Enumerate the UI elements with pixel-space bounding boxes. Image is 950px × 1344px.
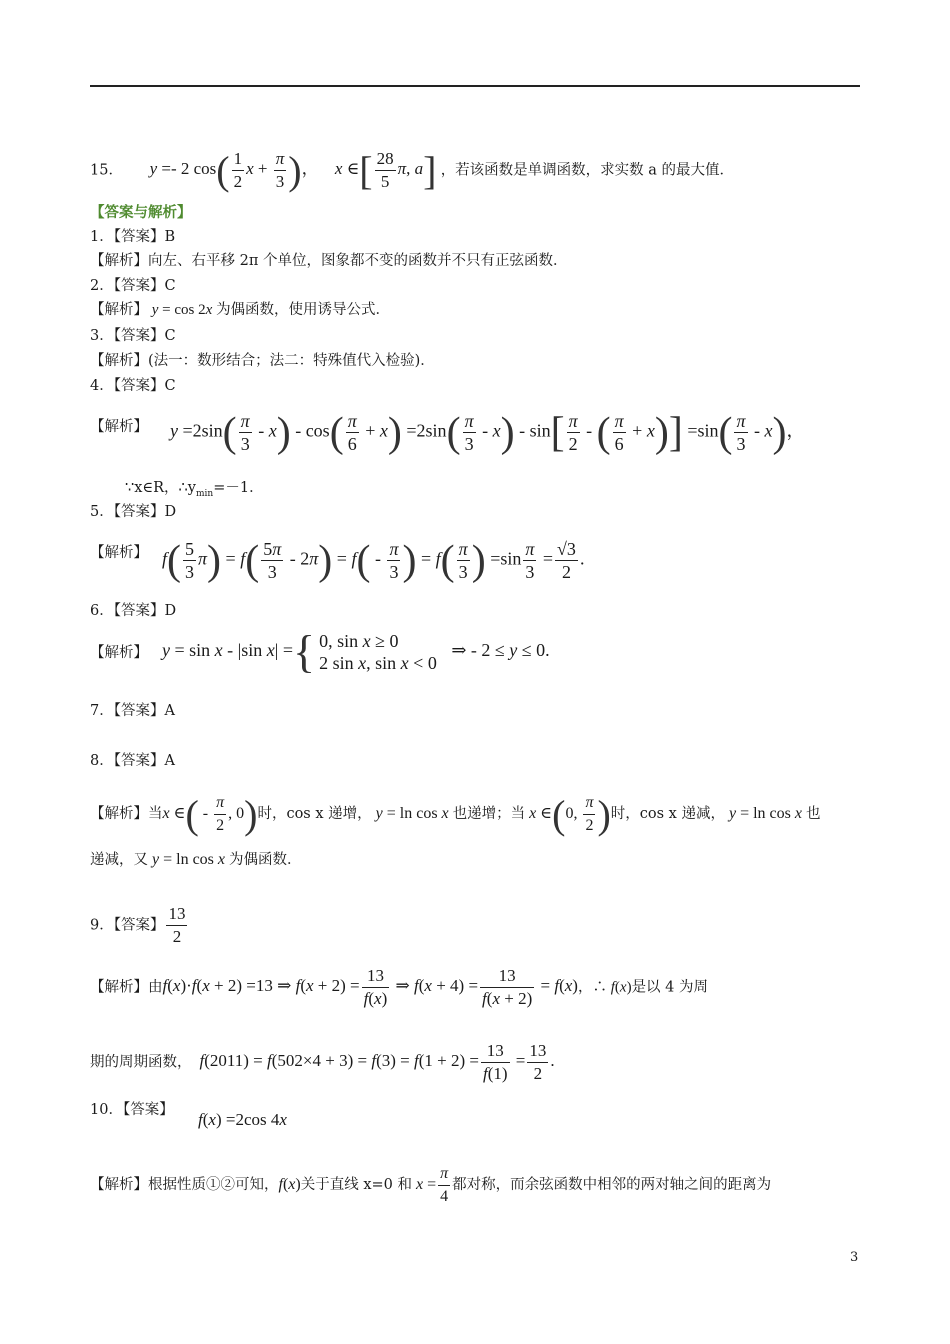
page-number: 3 xyxy=(850,1250,859,1265)
answer-10: 10．【答案】 xyxy=(90,1102,174,1118)
explanation-8-line2: 递减，又 y = ln cos x 为偶函数． xyxy=(90,851,302,868)
header-rule xyxy=(90,85,860,87)
explanation-6-label: 【解析】 xyxy=(90,645,148,661)
answer-9: 9．【答案】 $\frac{13}{2}$ xyxy=(90,904,186,946)
answer-2: 2．【答案】C xyxy=(90,278,176,294)
explanation-text: 为偶函数，使用诱导公式． xyxy=(216,302,391,318)
answer-3: 3．【答案】C xyxy=(90,328,176,344)
answer-7: 7．【答案】A xyxy=(90,703,175,719)
question-15 xyxy=(90,148,734,193)
math-formula: y =2sin( $\frac{\pi}{3}$ - x) - cos( $\frac{\pi}{6}$ + x) =2sin( $\frac{\pi}{3}$ - x) - sin[ $\frac{\pi}{2}$ - ( $\frac{\pi}{6}$ + x)] =sin( $\frac{\pi}{3}$ - x)， xyxy=(170,409,805,456)
math-formula: f( $\frac{5}{3}$ π) = f( $\frac{5\pi}{3}$ - 2π) = f( - $\frac{\pi}{3}$ ) = f( $\frac{\pi}{3}$ ) =sin $\frac{\pi}{3}$ = $\frac{√3}{2}$ . xyxy=(162,537,585,584)
answer-8: 8．【答案】A xyxy=(90,753,175,769)
explanation-2 xyxy=(90,300,390,320)
explanation-1: 【解析】向左、右平移 2π 个单位，图象都不变的函数并不只有正弦函数． xyxy=(90,253,568,269)
answer-4: 4．【答案】C xyxy=(90,378,176,394)
explanation-9-line1: 【解析】由f(x)·f(x + 2) =13 ⇒ f(x + 2) = $\frac{13}{f(x)}$ ⇒ f(x + 4) = $\frac{13}{f(x + 2)}$ = f(x)，∴ f(x)是以 4 为周 xyxy=(90,966,709,1008)
answer-6: 6．【答案】D xyxy=(90,603,177,619)
question-number: 15． xyxy=(90,162,123,179)
answer-1: 1．【答案】B xyxy=(90,229,176,245)
question-text: ，若该函数是单调函数，求实数 a 的最大值． xyxy=(440,162,735,179)
explanation-label: 【解析】 xyxy=(90,302,148,318)
answer-5: 5．【答案】D xyxy=(90,504,177,520)
explanation-8-line1: 【解析】当x ∈( - $\frac{\pi}{2}$ , 0)时，cos x 递增， y = ln cos x 也递增；当 x ∈(0, $\frac{\pi}{2}$ )时，cos x 递减， y = ln cos x 也 xyxy=(90,791,821,837)
answers-heading: 【答案与解析】 xyxy=(90,204,192,221)
explanation-3: 【解析】(法一：数形结合；法二：特殊值代入检验)． xyxy=(90,353,435,369)
explanation-10: 【解析】根据性质①②可知，f(x)关于直线 x=0 和 x = $\frac{\pi}{4}$ 都对称，而余弦函数中相邻的两对轴之间的距离为 xyxy=(90,1165,772,1205)
math-formula: y =- 2 cos( $\frac{1}{2}$ x + $\frac{\pi}{3}$ )， x ∈[ $\frac{28}{5}$ π, a] xyxy=(149,147,437,193)
explanation-4-tail: ∵x∈R，$\therefore y_{min}=-1$． xyxy=(125,480,264,499)
math-formula: y = cos 2x xyxy=(151,302,213,318)
explanation-5-label: 【解析】 xyxy=(90,545,148,561)
math-formula: f(x) =2cos 4x xyxy=(198,1110,287,1129)
explanation-9-line2: 期的周期函数， f(2011) = f(502×4 + 3) = f(3) = f(1 + 2) = $\frac{13}{f(1)}$ = $\frac{13}{2}$ . xyxy=(90,1041,555,1083)
explanation-4-label: 【解析】 xyxy=(90,419,148,435)
math-formula: y = sin x - |sin x| ={ 0, sin x ≥ 0 2 sin x, sin x < 0 ⇒ - 2 ≤ y ≤ 0. xyxy=(162,626,550,677)
